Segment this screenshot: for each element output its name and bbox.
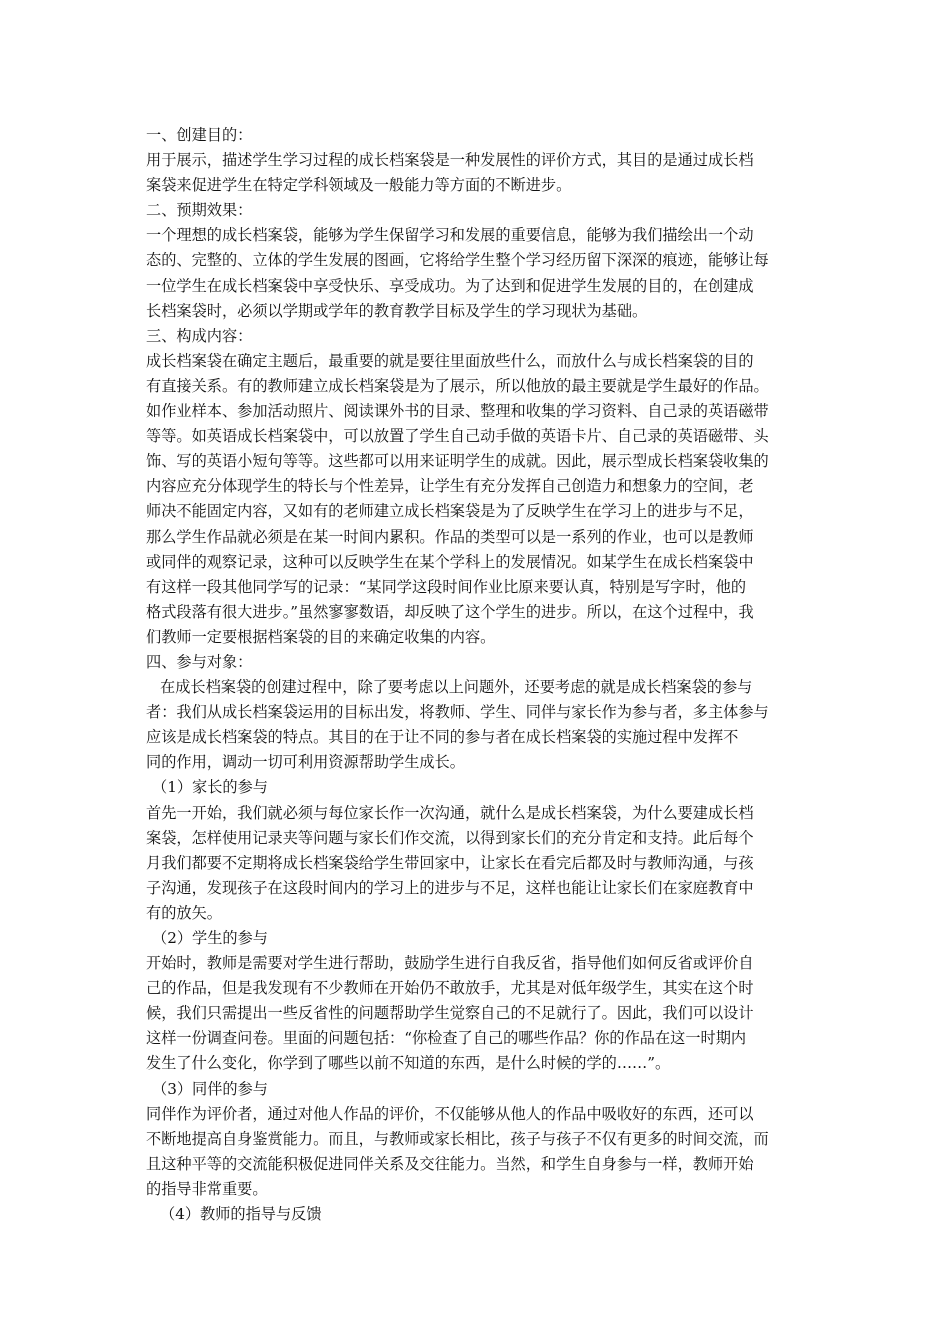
- paragraph-line: 候，我们只需提出一些反省性的问题帮助学生觉察自己的不足就行了。因此，我们可以设计: [146, 1004, 754, 1023]
- paragraph-line: 开始时，教师是需要对学生进行帮助，鼓励学生进行自我反省，指导他们如何反省或评价自: [146, 954, 754, 973]
- subsection-heading-parents: （1）家长的参与: [152, 778, 268, 797]
- section-heading-purpose: 一、创建目的：: [146, 126, 253, 144]
- paragraph-line: 在成长档案袋的创建过程中，除了要考虑以上问题外，还要考虑的就是成长档案袋的参与: [160, 678, 753, 697]
- paragraph-line: 态的、完整的、立体的学生发展的图画，它将给学生整个学习经历留下深深的痕迹，能够让每: [146, 251, 769, 270]
- paragraph-line: 饰、写的英语小短句等等。这些都可以用来证明学生的成就。因此，展示型成长档案袋收集的: [146, 452, 769, 471]
- paragraph-line: 那么学生作品就必须是在某一时间内累积。作品的类型可以是一系列的作业，也可以是教师: [146, 527, 754, 546]
- paragraph-line: 一个理想的成长档案袋，能够为学生保留学习和发展的重要信息，能够为我们描绘出一个动: [146, 226, 754, 245]
- paragraph-line: 一位学生在成长档案袋中享受快乐、享受成功。为了达到和促进学生发展的目的，在创建成: [146, 276, 754, 295]
- paragraph-line: 应该是成长档案袋的特点。其目的在于让不同的参与者在成长档案袋的实施过程中发挥不: [146, 728, 739, 747]
- paragraph-line: 己的作品，但是我发现有不少教师在开始仍不敢放手，尤其是对低年级学生，其实在这个时: [146, 979, 754, 998]
- paragraph-line: 同伴作为评价者，通过对他人作品的评价，不仅能够从他人的作品中吸收好的东西，还可以: [146, 1104, 754, 1123]
- paragraph-line: 这样一份调查问卷。里面的问题包括：“你检查了自己的哪些作品？你的作品在这一时期内: [146, 1029, 747, 1048]
- paragraph-line: 如作业样本、参加活动照片、阅读课外书的目录、整理和收集的学习资料、自己录的英语磁带: [146, 402, 769, 421]
- paragraph-line: 用于展示，描述学生学习过程的成长档案袋是一种发展性的评价方式，其目的是通过成长档: [146, 151, 754, 170]
- paragraph-line: 有这样一段其他同学写的记录：“某同学这段时间作业比原来要认真，特别是写字时，他的: [146, 577, 747, 596]
- paragraph-line: 子沟通，发现孩子在这段时间内的学习上的进步与不足，这样也能让让家长们在家庭教育中: [146, 878, 754, 897]
- paragraph-line: 案袋，怎样使用记录夹等问题与家长们作交流，以得到家长们的充分肯定和支持。此后每个: [146, 828, 754, 847]
- paragraph-line: 内容应充分体现学生的特长与个性差异，让学生有充分发挥自己创造力和想象力的空间，老: [146, 477, 754, 496]
- subsection-heading-students: （2）学生的参与: [152, 929, 268, 947]
- paragraph-line: 或同伴的观察记录，这种可以反映学生在某个学科上的发展情况。如某学生在成长档案袋中: [146, 552, 754, 571]
- section-heading-participants: 四、参与对象：: [146, 652, 253, 671]
- paragraph-line: 首先一开始，我们就必须与每位家长作一次沟通，就什么是成长档案袋，为什么要建成长档: [146, 803, 754, 822]
- paragraph-line: 者：我们从成长档案袋运用的目标出发，将教师、学生、同伴与家长作为参与者，多主体参与: [146, 703, 769, 722]
- paragraph-line: 格式段落有很大进步。”虽然寥寥数语，却反映了这个学生的进步。所以，在这个过程中，我: [146, 602, 754, 621]
- paragraph-line: 月我们都要不定期将成长档案袋给学生带回家中，让家长在看完后都及时与教师沟通，与孩: [146, 853, 754, 872]
- paragraph-line: 案袋来促进学生在特定学科领域及一般能力等方面的不断进步。: [146, 176, 572, 195]
- paragraph-line: 且这种平等的交流能积极促进同伴关系及交往能力。当然，和学生自身参与一样，教师开始: [146, 1154, 754, 1173]
- paragraph-line: 成长档案袋在确定主题后，最重要的就是要往里面放些什么，而放什么与成长档案袋的目的: [146, 351, 754, 370]
- paragraph-line: 发生了什么变化，你学到了哪些以前不知道的东西，是什么时候的学的……”。: [146, 1054, 671, 1073]
- paragraph-line: 们教师一定要根据档案袋的目的来确定收集的内容。: [146, 627, 496, 646]
- subsection-heading-peers: （3）同伴的参与: [152, 1079, 268, 1098]
- section-heading-expected-effect: 二、预期效果：: [146, 201, 253, 220]
- subsection-heading-teacher-guidance: （4）教师的指导与反馈: [160, 1205, 322, 1224]
- section-heading-content: 三、构成内容：: [146, 326, 253, 345]
- paragraph-line: 有直接关系。有的教师建立成长档案袋是为了展示，所以他放的最主要就是学生最好的作品。: [146, 376, 769, 395]
- paragraph-line: 同的作用，调动一切可利用资源帮助学生成长。: [146, 753, 465, 772]
- paragraph-line: 不断地提高自身鉴赏能力。而且，与教师或家长相比，孩子与孩子不仅有更多的时间交流，而: [146, 1129, 769, 1148]
- paragraph-line: 师决不能固定内容，又如有的老师建立成长档案袋是为了反映学生在学习上的进步与不足，: [146, 502, 754, 521]
- paragraph-line: 的指导非常重要。: [146, 1179, 268, 1198]
- paragraph-line: 长档案袋时，必须以学期或学年的教育教学目标及学生的学习现状为基础。: [146, 301, 648, 320]
- paragraph-line: 有的放矢。: [146, 903, 222, 922]
- paragraph-line: 等等。如英语成长档案袋中，可以放置了学生自己动手做的英语卡片、自己录的英语磁带、头: [146, 427, 769, 446]
